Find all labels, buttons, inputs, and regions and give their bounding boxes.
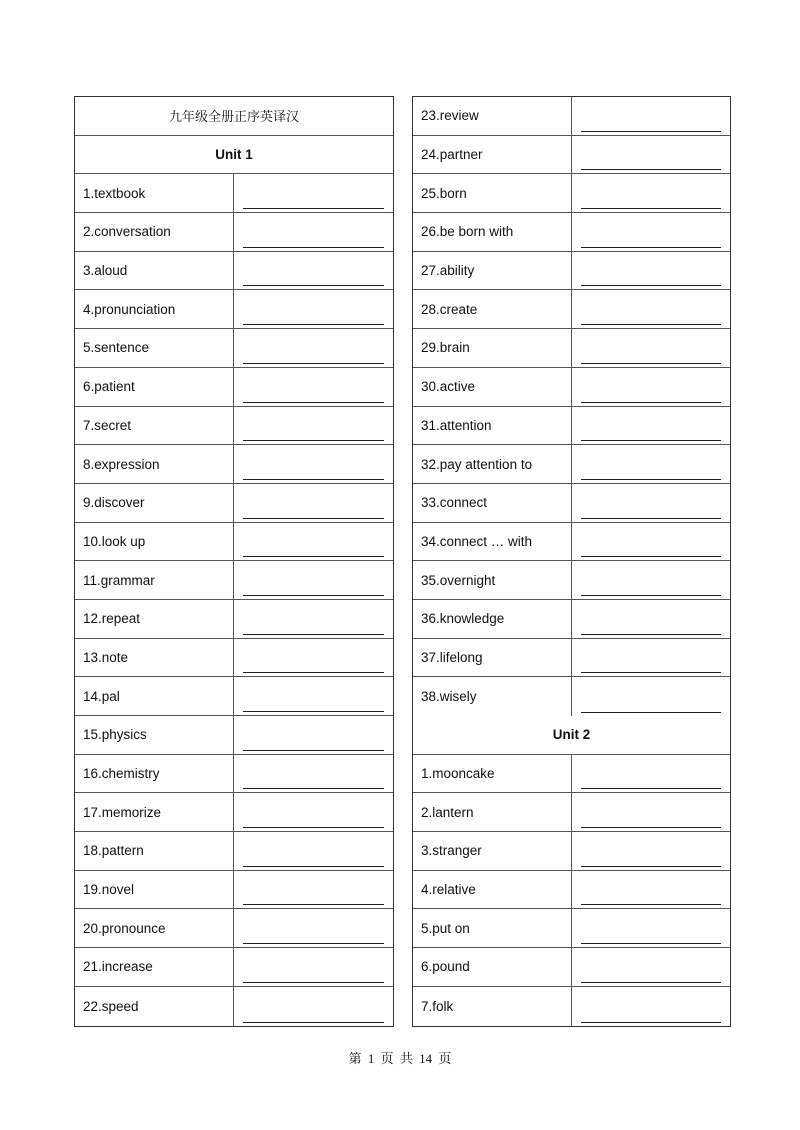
vocabulary-row (75, 639, 393, 678)
answer-underline (581, 285, 721, 286)
vocabulary-row (413, 97, 730, 136)
answer-blank[interactable] (234, 523, 393, 561)
vocabulary-row (75, 407, 393, 446)
vocabulary-row (413, 600, 730, 639)
answer-underline (581, 672, 721, 673)
vocabulary-word: 34.connect … with (413, 523, 572, 561)
answer-blank[interactable] (572, 909, 730, 947)
vocabulary-row (75, 948, 393, 987)
answer-underline (581, 866, 721, 867)
answer-underline (243, 247, 384, 248)
vocabulary-row (413, 561, 730, 600)
answer-underline (581, 634, 721, 635)
vocabulary-word: 21.increase (75, 948, 234, 986)
answer-underline (243, 788, 384, 789)
unit-heading-row (413, 716, 730, 755)
answer-blank[interactable] (234, 677, 393, 715)
vocabulary-row (413, 677, 730, 716)
vocabulary-row (75, 329, 393, 368)
vocabulary-word: 1.mooncake (413, 755, 572, 793)
vocabulary-word: 26.be born with (413, 213, 572, 251)
answer-underline (243, 943, 384, 944)
vocabulary-word: 5.sentence (75, 329, 234, 367)
vocabulary-word: 5.put on (413, 909, 572, 947)
answer-underline (581, 904, 721, 905)
vocabulary-row (75, 755, 393, 794)
answer-blank[interactable] (234, 909, 393, 947)
vocabulary-word: 10.look up (75, 523, 234, 561)
vocabulary-row (413, 174, 730, 213)
vocabulary-row (413, 909, 730, 948)
answer-blank[interactable] (572, 755, 730, 793)
answer-underline (243, 479, 384, 480)
answer-blank[interactable] (234, 987, 393, 1026)
vocabulary-word: 13.note (75, 639, 234, 677)
answer-underline (243, 672, 384, 673)
vocabulary-row (413, 793, 730, 832)
answer-underline (581, 982, 721, 983)
vocabulary-row (413, 987, 730, 1026)
vocabulary-word: 4.pronunciation (75, 290, 234, 328)
vocabulary-row (413, 445, 730, 484)
vocabulary-row (75, 600, 393, 639)
answer-blank[interactable] (572, 987, 730, 1026)
vocabulary-word: 3.aloud (75, 252, 234, 290)
vocabulary-row (413, 252, 730, 291)
answer-underline (243, 402, 384, 403)
vocabulary-row (75, 793, 393, 832)
answer-blank[interactable] (572, 252, 730, 290)
answer-blank[interactable] (234, 948, 393, 986)
vocabulary-word: 14.pal (75, 677, 234, 715)
answer-underline (243, 556, 384, 557)
answer-blank[interactable] (572, 561, 730, 599)
vocabulary-word: 28.create (413, 290, 572, 328)
answer-underline (243, 866, 384, 867)
vocabulary-word: 6.patient (75, 368, 234, 406)
vocabulary-word: 11.grammar (75, 561, 234, 599)
answer-underline (243, 363, 384, 364)
vocabulary-word: 30.active (413, 368, 572, 406)
vocabulary-row (413, 484, 730, 523)
vocabulary-word: 33.connect (413, 484, 572, 522)
vocabulary-row (413, 368, 730, 407)
answer-underline (581, 827, 721, 828)
answer-underline (243, 1022, 384, 1023)
answer-blank[interactable] (234, 716, 393, 754)
answer-underline (243, 595, 384, 596)
answer-underline (581, 247, 721, 248)
vocabulary-word: 7.secret (75, 407, 234, 445)
answer-blank[interactable] (234, 368, 393, 406)
vocabulary-row (75, 213, 393, 252)
vocabulary-word: 18.pattern (75, 832, 234, 870)
answer-underline (581, 324, 721, 325)
answer-blank[interactable] (234, 329, 393, 367)
page-footer: 第 1 页 共 14 页 (348, 1051, 452, 1066)
answer-underline (581, 943, 721, 944)
vocabulary-row (75, 523, 393, 562)
vocabulary-word: 1.textbook (75, 174, 234, 212)
answer-underline (581, 712, 721, 713)
answer-underline (581, 440, 721, 441)
answer-blank[interactable] (572, 871, 730, 909)
vocabulary-word: 22.speed (75, 987, 234, 1026)
vocabulary-word: 7.folk (413, 987, 572, 1026)
answer-blank[interactable] (234, 484, 393, 522)
answer-blank[interactable] (234, 600, 393, 638)
vocabulary-row (75, 716, 393, 755)
vocabulary-row (75, 987, 393, 1026)
vocabulary-row (413, 832, 730, 871)
vocabulary-row (75, 445, 393, 484)
answer-blank[interactable] (234, 755, 393, 793)
vocabulary-row (75, 290, 393, 329)
vocabulary-word: 3.stranger (413, 832, 572, 870)
vocabulary-word: 12.repeat (75, 600, 234, 638)
vocabulary-row (75, 871, 393, 910)
vocabulary-word: 27.ability (413, 252, 572, 290)
answer-blank[interactable] (572, 97, 730, 135)
vocabulary-word: 24.partner (413, 136, 572, 174)
answer-blank[interactable] (234, 213, 393, 251)
answer-blank[interactable] (234, 639, 393, 677)
vocabulary-word: 4.relative (413, 871, 572, 909)
answer-blank[interactable] (572, 600, 730, 638)
answer-blank[interactable] (572, 174, 730, 212)
answer-blank[interactable] (234, 871, 393, 909)
answer-blank[interactable] (572, 832, 730, 870)
answer-blank[interactable] (234, 832, 393, 870)
answer-blank[interactable] (572, 368, 730, 406)
vocabulary-word: 19.novel (75, 871, 234, 909)
answer-blank[interactable] (572, 948, 730, 986)
answer-underline (243, 518, 384, 519)
vocabulary-word: 29.brain (413, 329, 572, 367)
answer-underline (581, 1022, 721, 1023)
unit-heading: Unit 1 (215, 147, 253, 163)
vocabulary-row (413, 948, 730, 987)
answer-underline (243, 324, 384, 325)
vocabulary-word: 8.expression (75, 445, 234, 483)
vocabulary-word: 36.knowledge (413, 600, 572, 638)
answer-blank[interactable] (234, 793, 393, 831)
vocabulary-row (413, 755, 730, 794)
answer-underline (243, 827, 384, 828)
answer-underline (243, 982, 384, 983)
vocabulary-word: 16.chemistry (75, 755, 234, 793)
answer-blank[interactable] (572, 213, 730, 251)
answer-underline (581, 595, 721, 596)
answer-underline (243, 904, 384, 905)
answer-underline (243, 750, 384, 751)
vocabulary-word: 31.attention (413, 407, 572, 445)
vocabulary-row (75, 368, 393, 407)
answer-blank[interactable] (572, 523, 730, 561)
vocabulary-word: 20.pronounce (75, 909, 234, 947)
answer-blank[interactable] (234, 290, 393, 328)
vocabulary-row (413, 407, 730, 446)
answer-blank[interactable] (572, 445, 730, 483)
answer-blank[interactable] (572, 793, 730, 831)
answer-blank[interactable] (234, 252, 393, 290)
right-vocabulary-table (412, 96, 731, 1027)
answer-underline (243, 634, 384, 635)
vocabulary-word: 37.lifelong (413, 639, 572, 677)
answer-underline (243, 208, 384, 209)
answer-underline (243, 440, 384, 441)
vocabulary-word: 2.conversation (75, 213, 234, 251)
answer-underline (581, 788, 721, 789)
vocabulary-row (413, 290, 730, 329)
vocabulary-row (413, 213, 730, 252)
answer-blank[interactable] (572, 290, 730, 328)
left-vocabulary-table (74, 96, 394, 1027)
vocabulary-row (75, 909, 393, 948)
answer-underline (581, 518, 721, 519)
answer-underline (243, 711, 384, 712)
vocabulary-word: 32.pay attention to (413, 445, 572, 483)
worksheet-title-row (75, 97, 393, 136)
answer-blank[interactable] (572, 329, 730, 367)
answer-blank[interactable] (572, 484, 730, 522)
vocabulary-word: 17.memorize (75, 793, 234, 831)
vocabulary-row (413, 871, 730, 910)
vocabulary-word: 9.discover (75, 484, 234, 522)
answer-blank[interactable] (572, 407, 730, 445)
answer-blank[interactable] (572, 136, 730, 174)
answer-blank[interactable] (234, 174, 393, 212)
answer-blank[interactable] (572, 639, 730, 677)
unit-heading-row (75, 136, 393, 175)
answer-blank[interactable] (234, 445, 393, 483)
vocabulary-row (413, 639, 730, 678)
answer-underline (581, 131, 721, 132)
vocabulary-row (75, 484, 393, 523)
answer-blank[interactable] (572, 677, 730, 716)
answer-underline (581, 479, 721, 480)
vocabulary-word: 15.physics (75, 716, 234, 754)
answer-blank[interactable] (234, 561, 393, 599)
vocabulary-word: 38.wisely (413, 677, 572, 716)
vocabulary-row (413, 136, 730, 175)
vocabulary-row (413, 523, 730, 562)
worksheet-title: 九年级全册正序英译汉 (168, 109, 299, 125)
vocabulary-row (75, 677, 393, 716)
answer-underline (581, 208, 721, 209)
vocabulary-row (75, 832, 393, 871)
answer-underline (581, 556, 721, 557)
vocabulary-row (413, 329, 730, 368)
vocabulary-row (75, 561, 393, 600)
vocabulary-row (75, 174, 393, 213)
answer-underline (243, 285, 384, 286)
unit-heading: Unit 2 (552, 727, 591, 743)
vocabulary-word: 6.pound (413, 948, 572, 986)
answer-blank[interactable] (234, 407, 393, 445)
vocabulary-word: 25.born (413, 174, 572, 212)
answer-underline (581, 169, 721, 170)
answer-underline (581, 402, 721, 403)
vocabulary-word: 2.lantern (413, 793, 572, 831)
answer-underline (581, 363, 721, 364)
vocabulary-word: 35.overnight (413, 561, 572, 599)
vocabulary-word: 23.review (413, 97, 572, 135)
vocabulary-row (75, 252, 393, 291)
